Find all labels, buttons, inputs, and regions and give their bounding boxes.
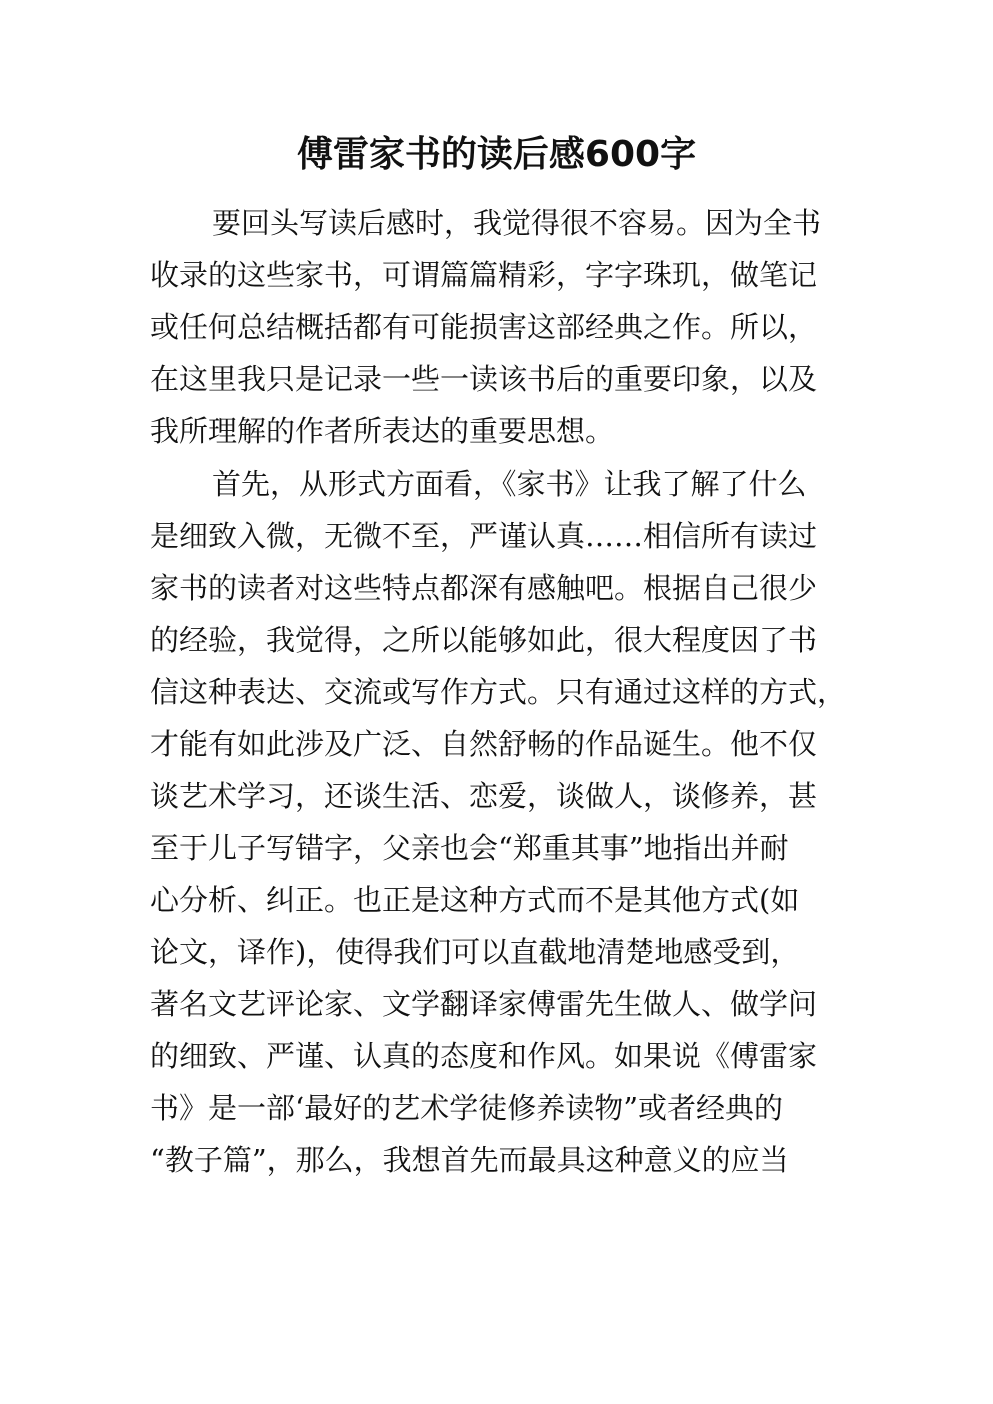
document-title: 傅雷家书的读后感600字 <box>296 134 697 175</box>
paragraph-1-line-4: 在这里我只是记录一些一读该书后的重要印象，以及 <box>150 362 818 396</box>
paragraph-2-line-5: 信这种表达、交流或写作方式。只有通过这样的方式， <box>150 675 847 709</box>
paragraph-2-line-9: 心分析、纠正。也正是这种方式而不是其他方式(如 <box>150 883 800 917</box>
paragraph-2-line-14: “教子篇”，那么，我想首先而最具这种意义的应当 <box>150 1143 789 1177</box>
paragraph-2-line-1: 首先，从形式方面看，《家书》让我了解了什么 <box>212 467 807 501</box>
paragraph-1-line-3: 或任何总结概括都有可能损害这部经典之作。所以， <box>150 310 818 344</box>
paragraph-2-line-3: 家书的读者对这些特点都深有感触吧。根据自己很少 <box>150 571 818 605</box>
paragraph-2-line-6: 才能有如此涉及广泛、自然舒畅的作品诞生。他不仅 <box>150 727 818 761</box>
paragraph-2-line-10: 论文，译作)，使得我们可以直截地清楚地感受到， <box>150 935 800 969</box>
paragraph-2-line-8: 至于儿子写错字，父亲也会“郑重其事”地指出并耐 <box>150 831 789 865</box>
paragraph-2-line-13: 书》是一部‘最好的艺术学徒修养读物”或者经典的 <box>150 1091 784 1125</box>
paragraph-2-line-4: 的经验，我觉得，之所以能够如此，很大程度因了书 <box>150 623 818 657</box>
paragraph-2-line-7: 谈艺术学习，还谈生活、恋爱，谈做人，谈修养，甚 <box>150 779 818 813</box>
paragraph-2-line-12: 的细致、严谨、认真的态度和作风。如果说《傅雷家 <box>150 1039 818 1073</box>
paragraph-1-line-1: 要回头写读后感时，我觉得很不容易。因为全书 <box>212 206 822 240</box>
paragraph-1-line-2: 收录的这些家书，可谓篇篇精彩，字字珠玑，做笔记 <box>150 258 818 292</box>
paragraph-2-line-11: 著名文艺评论家、文学翻译家傅雷先生做人、做学问 <box>150 987 818 1021</box>
paragraph-2-line-2: 是细致入微，无微不至，严谨认真……相信所有读过 <box>150 519 818 553</box>
paragraph-1-line-5: 我所理解的作者所表达的重要思想。 <box>150 414 615 448</box>
